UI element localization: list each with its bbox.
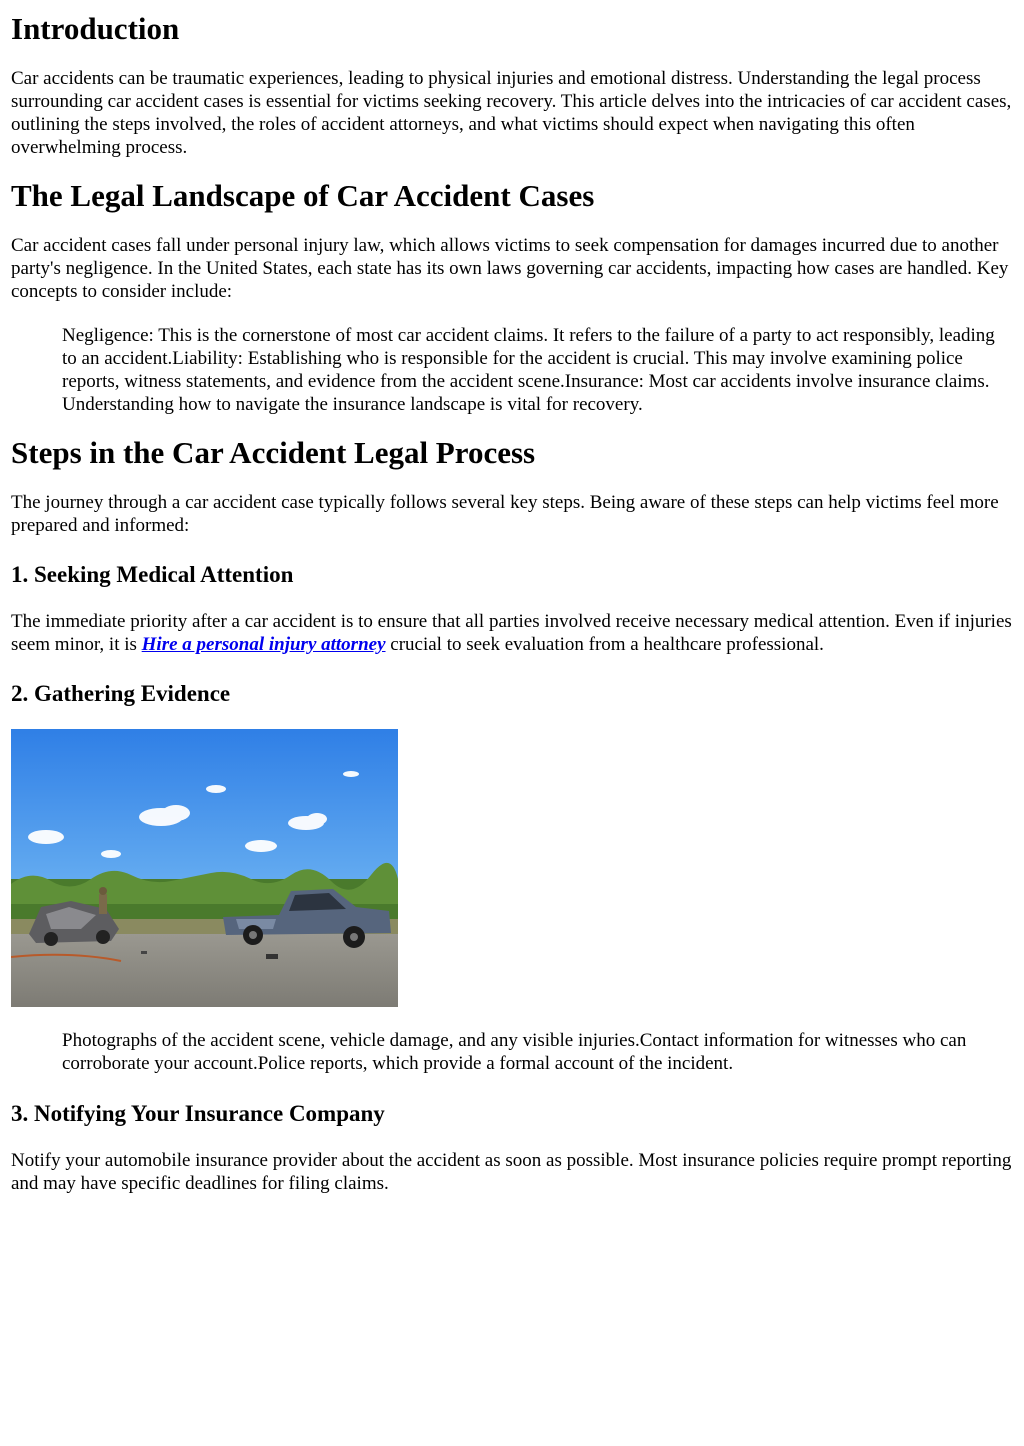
- step-1-text-after: crucial to seek evaluation from a healthcare professional.: [385, 634, 824, 655]
- heading-legal-landscape: The Legal Landscape of Car Accident Cases: [11, 178, 595, 213]
- heading-step-2: 2. Gathering Evidence: [11, 681, 231, 706]
- heading-introduction: Introduction: [11, 11, 180, 46]
- hire-attorney-link[interactable]: Hire a personal injury attorney: [141, 634, 386, 655]
- accident-scene-photo: [11, 729, 398, 1007]
- legal-landscape-paragraph: Car accident cases fall under personal injury law, which allows victims to seek compensation for damages incurred due to another party's negligence. In the United States, each state has its own laws governing car accidents, impacting how cases are handled. Key concepts to consider include:: [11, 235, 1009, 302]
- steps-paragraph: The journey through a car accident case typically follows several key steps. Being aware of these steps can help victims feel more prepared and informed:: [11, 492, 999, 536]
- intro-paragraph: Car accidents can be traumatic experiences, leading to physical injuries and emotional distress. Understanding the legal process surrounding car accident cases is essential for victims seeking recovery. This article delves into the intricacies of car accident cases, outlining the steps involved, the roles of accident attorneys, and what victims should expect when navigating this often overwhelming process.: [11, 68, 1012, 158]
- step-1-text-before: The immediate priority after a car accident is to ensure that all parties involved receive necessary medical attention. Even if injuries seem minor, it is: [11, 611, 1012, 655]
- heading-step-1: 1. Seeking Medical Attention: [11, 562, 294, 587]
- key-concepts-quote: Negligence: This is the cornerstone of most car accident claims. It refers to the failure of a party to act responsibly, leading to an accident.Liability: Establishing who is responsible for the accident is crucial. This may involve examining police reports, witness statements, and evidence from the accident scene.Insurance: Most car accidents involve insurance claims. Understanding how to navigate the insurance landscape is vital for recovery.: [62, 325, 995, 415]
- step-3-paragraph: Notify your automobile insurance provider about the accident as soon as possible. Most insurance policies require prompt reporting and may have specific deadlines for filing claims.: [11, 1150, 1012, 1194]
- step-1-paragraph: [11, 610, 1014, 656]
- heading-steps: Steps in the Car Accident Legal Process: [11, 435, 536, 470]
- heading-step-3: 3. Notifying Your Insurance Company: [11, 1101, 385, 1126]
- evidence-list-quote: Photographs of the accident scene, vehicle damage, and any visible injuries.Contact information for witnesses who can corroborate your account.Police reports, which provide a formal account of the incident.: [62, 1030, 967, 1074]
